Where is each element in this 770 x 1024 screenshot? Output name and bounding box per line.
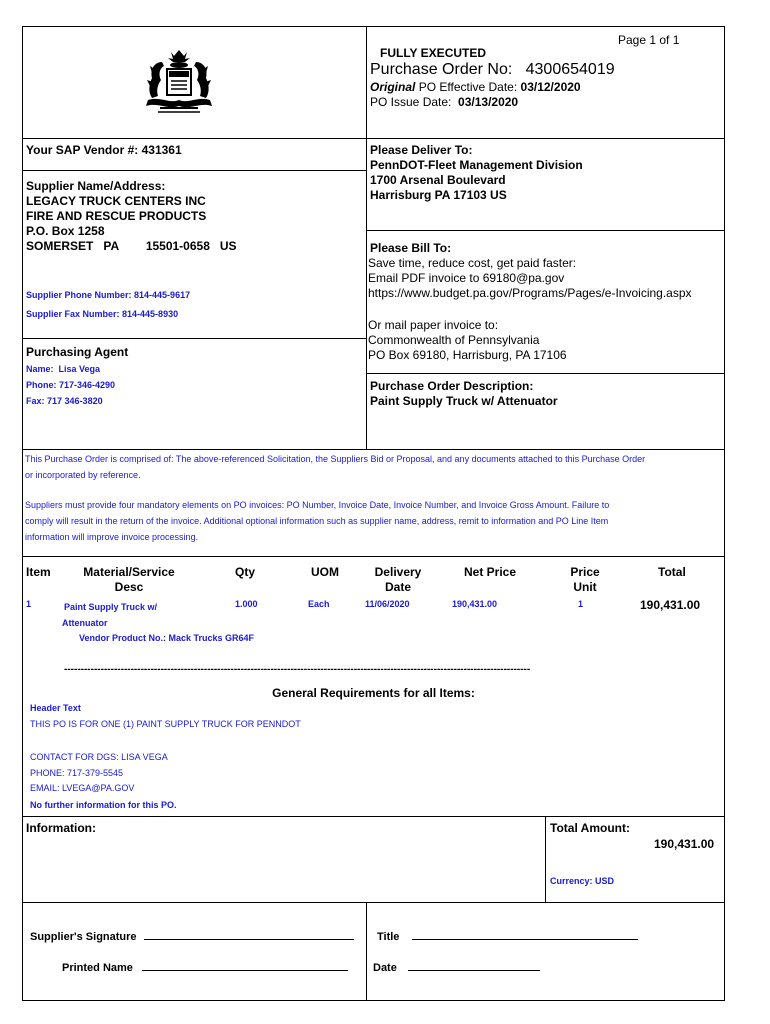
supplier-state: PA xyxy=(103,239,120,253)
date-label: Date xyxy=(373,962,397,974)
deliver-rule xyxy=(366,230,725,231)
col-header-delivery-line-1: Delivery xyxy=(374,565,422,579)
purchasing-agent-heading: Purchasing Agent xyxy=(26,345,129,359)
row-description-line-1: Paint Supply Truck w/ xyxy=(64,602,158,612)
frame-left xyxy=(22,26,23,1001)
sap-vendor-value: 431361 xyxy=(141,143,182,157)
pennsylvania-coat-of-arms-icon xyxy=(140,48,218,116)
header-text-line: THIS PO IS FOR ONE (1) PAINT SUPPLY TRUCK FOR PENNDOT xyxy=(30,719,301,729)
frame-bottom xyxy=(22,1000,725,1001)
date-field xyxy=(373,960,540,975)
notice-comprised-of xyxy=(25,451,645,483)
row-qty: 1.000 xyxy=(235,599,258,609)
row-total: 190,431.00 xyxy=(640,598,701,612)
notice-invoice-requirements xyxy=(25,497,609,545)
total-amount-label: Total Amount: xyxy=(550,821,630,835)
printed-name-line[interactable] xyxy=(142,960,348,971)
issue-date-value: 03/13/2020 xyxy=(458,95,519,109)
signature-vertical-divider xyxy=(366,902,367,1000)
mail-line-1: Or mail paper invoice to: xyxy=(368,318,499,332)
po-description-text: Paint Supply Truck w/ Attenuator xyxy=(370,394,558,408)
contact-lines xyxy=(30,750,168,797)
row-net-price: 190,431.00 xyxy=(452,599,498,609)
supplier-address-label: Supplier Name/Address: xyxy=(26,179,166,193)
agent-name-label: Name: xyxy=(26,364,54,374)
po-number-value: 4300654019 xyxy=(525,61,615,78)
page-number: Page 1 of 1 xyxy=(618,33,680,47)
frame-top xyxy=(22,26,725,27)
frame-right xyxy=(724,26,725,1001)
agent-name-value: Lisa Vega xyxy=(58,364,101,374)
status-label: FULLY EXECUTED xyxy=(380,46,487,60)
col-header-total: Total xyxy=(658,565,686,579)
bill-to-heading: Please Bill To: xyxy=(370,241,452,255)
supplier-fax-value: 814-445-8930 xyxy=(122,309,179,319)
agent-details xyxy=(26,361,115,409)
row-price-unit: 1 xyxy=(578,599,584,609)
col-header-material xyxy=(64,565,194,595)
total-amount-value: 190,431.00 xyxy=(654,837,715,851)
header-bottom-rule xyxy=(22,138,725,139)
col-header-delivery-line-2: Date xyxy=(384,580,411,594)
supplier-zip: 15501-0658 xyxy=(145,239,210,253)
header-vertical-divider xyxy=(366,26,367,138)
po-issue-date xyxy=(370,95,518,110)
supplier-fax xyxy=(26,309,178,319)
printed-name-field xyxy=(62,960,348,975)
notice-1-line-1: This Purchase Order is comprised of: The above-referenced Solicitation, the Suppliers Bid or Proposal, and any documents attached to this Purchase Order xyxy=(25,454,646,464)
deliver-to-line-3: Harrisburg PA 17103 US xyxy=(370,188,507,202)
supplier-signature-field xyxy=(30,929,354,944)
col-header-uom: UOM xyxy=(311,565,339,579)
supplier-country: US xyxy=(219,239,237,253)
sap-vendor-number xyxy=(26,143,182,158)
agent-phone-value: 717-346-4290 xyxy=(59,380,116,390)
general-requirements-heading: General Requirements for all Items: xyxy=(272,686,475,700)
header-text-label: Header Text xyxy=(30,703,81,713)
supplier-city: SOMERSET xyxy=(26,239,94,253)
supplier-phone-value: 814-445-9617 xyxy=(134,290,191,300)
effective-date-label: PO Effective Date: xyxy=(418,80,518,94)
notice-2-line-2: comply will result in the return of the invoice. Additional optional information such as supplier name, address, remit to information and PO Line Item xyxy=(25,516,609,526)
contact-line: CONTACT FOR DGS: LISA VEGA xyxy=(30,752,168,762)
bill-to-lines xyxy=(368,256,692,301)
agent-name xyxy=(26,361,115,377)
row-description-line-2: Attenuator xyxy=(62,618,108,628)
bill-to-line-1: Save time, reduce cost, get paid faster: xyxy=(368,256,577,270)
deliver-to-heading: Please Deliver To: xyxy=(370,143,473,157)
col-header-price-unit-line-1: Price xyxy=(570,565,600,579)
summary-vertical-divider xyxy=(545,816,546,902)
row-description xyxy=(62,599,157,631)
col-header-material-line-1: Material/Service xyxy=(83,565,175,579)
supplier-signature-line[interactable] xyxy=(144,929,354,940)
table-separator: -------------------------------------------------------------------------------------------------------------------------------------------- xyxy=(64,664,531,675)
agent-fax xyxy=(26,393,115,409)
po-description-heading: Purchase Order Description: xyxy=(370,379,534,393)
po-effective-date xyxy=(370,80,581,95)
mail-line-3: PO Box 69180, Harrisburg, PA 17106 xyxy=(368,348,567,362)
agent-fax-value: 717 346-3820 xyxy=(47,396,103,406)
issue-date-label: PO Issue Date: xyxy=(370,95,452,109)
signature-top-rule xyxy=(22,902,725,903)
notice-2-line-3: information will improve invoice processing. xyxy=(25,532,199,542)
supplier-name-line-1: LEGACY TRUCK CENTERS INC xyxy=(26,194,206,208)
po-description xyxy=(370,379,558,409)
effective-original-label: Original xyxy=(370,80,416,94)
supplier-phone-label: Supplier Phone Number: xyxy=(26,290,132,300)
title-label: Title xyxy=(377,931,400,943)
col-header-item: Item xyxy=(26,565,51,579)
bill-to-email[interactable]: Email PDF invoice to 69180@pa.gov xyxy=(368,271,565,285)
row-item-number: 1 xyxy=(26,599,32,609)
col-header-price-unit xyxy=(560,565,610,595)
bill-to-url-link[interactable]: https://www.budget.pa.gov/Programs/Pages/e-Invoicing.aspx xyxy=(368,286,692,300)
supplier-address xyxy=(26,179,237,254)
supplier-name-line-2: FIRE AND RESCUE PRODUCTS xyxy=(26,209,207,223)
sap-vendor-label: Your SAP Vendor #: xyxy=(26,143,139,157)
currency: Currency: USD xyxy=(550,876,615,886)
supplier-fax-label: Supplier Fax Number: xyxy=(26,309,120,319)
deliver-to-line-2: 1700 Arsenal Boulevard xyxy=(370,173,506,187)
col-header-price-unit-line-2: Unit xyxy=(573,580,597,594)
agent-fax-label: Fax: xyxy=(26,396,45,406)
summary-top-rule xyxy=(22,816,725,817)
col-header-delivery xyxy=(362,565,434,595)
date-line[interactable] xyxy=(408,960,540,971)
supplier-phone xyxy=(26,290,190,300)
title-line[interactable] xyxy=(412,929,638,940)
deliver-to xyxy=(370,143,583,203)
printed-name-label: Printed Name xyxy=(62,962,133,974)
address-bottom-rule xyxy=(22,449,725,450)
information-label: Information: xyxy=(26,821,96,835)
agent-rule xyxy=(22,338,367,339)
row-vendor-product: Vendor Product No.: Mack Trucks GR64F xyxy=(79,633,255,643)
supplier-city-line xyxy=(26,239,237,254)
agent-phone-label: Phone: xyxy=(26,380,57,390)
mail-line-2: Commonwealth of Pennsylvania xyxy=(368,333,540,347)
supplier-signature-label: Supplier's Signature xyxy=(30,931,137,943)
row-delivery-date: 11/06/2020 xyxy=(365,599,410,609)
purchase-order-number xyxy=(370,61,615,79)
col-header-material-line-2: Desc xyxy=(114,580,144,594)
no-further-information: No further information for this PO. xyxy=(30,800,177,810)
effective-date-value: 03/12/2020 xyxy=(520,80,581,94)
supplier-address-line-3: P.O. Box 1258 xyxy=(26,224,105,238)
po-number-label: Purchase Order No: xyxy=(370,61,513,78)
row-uom: Each xyxy=(308,599,330,609)
description-rule xyxy=(366,373,725,374)
bill-to-mail xyxy=(368,318,567,363)
notice-2-line-1: Suppliers must provide four mandatory elements on PO invoices: PO Number, Invoice Date, Invoice Number, and Invoice Gross Amount. Failure to xyxy=(25,500,610,510)
contact-phone: PHONE: 717-379-5545 xyxy=(30,767,124,778)
title-field xyxy=(377,929,638,944)
deliver-to-line-1: PennDOT-Fleet Management Division xyxy=(370,158,583,172)
col-header-net-price: Net Price xyxy=(464,565,517,579)
contact-email: EMAIL: LVEGA@PA.GOV xyxy=(30,783,135,793)
col-header-qty: Qty xyxy=(235,565,256,579)
vendor-rule-1 xyxy=(22,170,367,171)
notice-bottom-rule xyxy=(22,556,725,557)
address-vertical-divider xyxy=(366,138,367,450)
notice-1-line-2: or incorporated by reference. xyxy=(25,470,141,480)
agent-phone xyxy=(26,377,115,393)
